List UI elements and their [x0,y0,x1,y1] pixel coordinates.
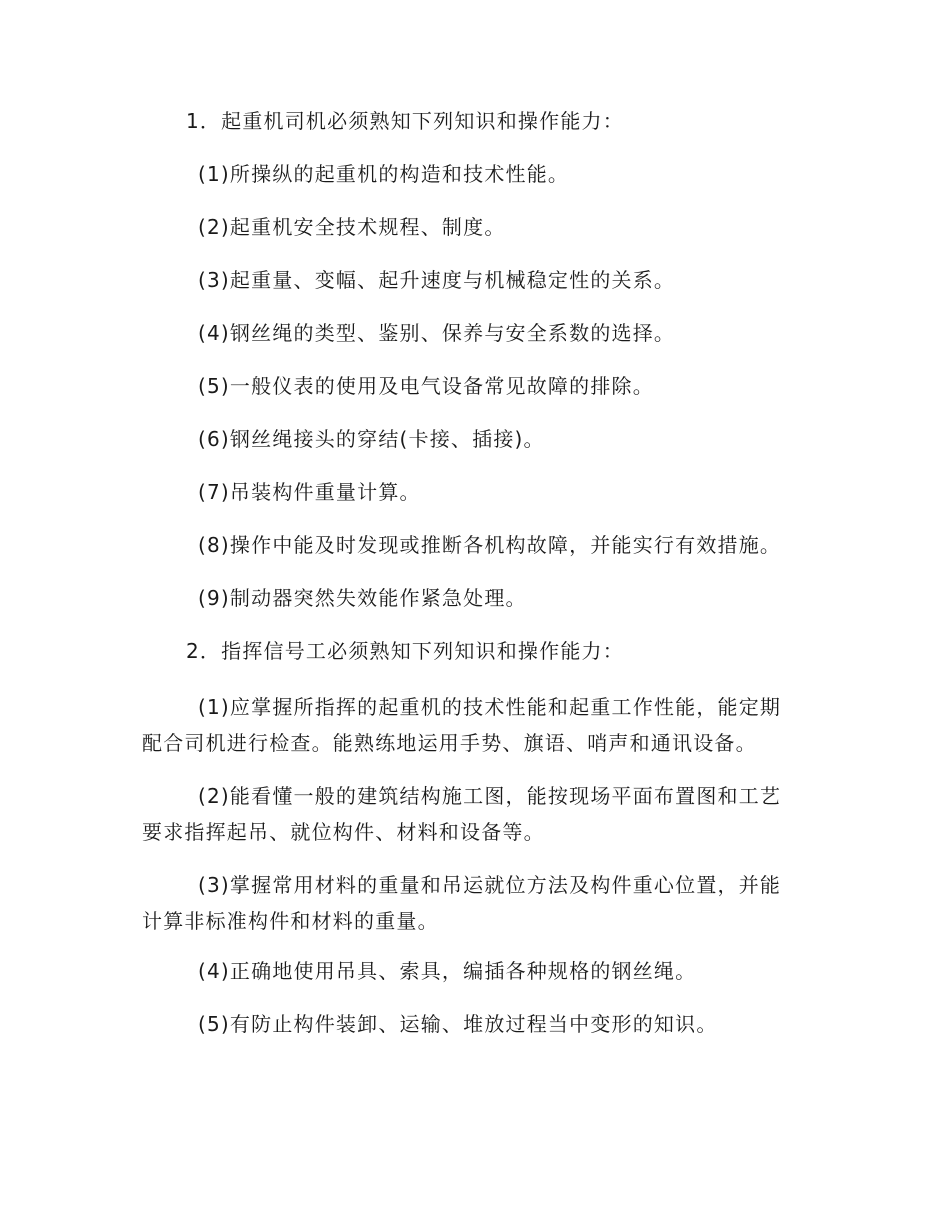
list-item: (5)一般仪表的使用及电气设备常见故障的排除。 [198,374,654,398]
list-item: (2)起重机安全技术规程、制度。 [198,215,506,239]
section-heading: 2．指挥信号工必须熟知下列知识和操作能力： [186,639,624,663]
list-item: (4)正确地使用吊具、索具，编插各种规格的钢丝绳。 [198,959,697,983]
list-item: (9)制动器突然失效能作紧急处理。 [198,586,527,610]
list-item: (2)能看懂一般的建筑结构施工图，能按现场平面布置图和工艺要求指挥起吊、就位构件、材料和设备等。 [142,784,782,844]
document-body [142,106,798,1062]
section-heading: 1．起重机司机必须熟知下列知识和操作能力： [186,109,624,133]
list-item: (7)吊装构件重量计算。 [198,480,421,504]
list-item: (8)操作中能及时发现或推断各机构故障，并能实行有效措施。 [198,533,782,557]
list-item: (3)起重量、变幅、起升速度与机械稳定性的关系。 [198,268,676,292]
list-item: (1)所操纵的起重机的构造和技术性能。 [198,162,570,186]
list-item: (4)钢丝绳的类型、鉴别、保养与安全系数的选择。 [198,321,676,345]
list-item: (3)掌握常用材料的重量和吊运就位方法及构件重心位置，并能计算非标准构件和材料的重量。 [142,873,782,933]
list-item: (1)应掌握所指挥的起重机的技术性能和起重工作性能，能定期配合司机进行检查。能熟练地运用手势、旗语、哨声和通讯设备。 [142,695,782,755]
list-item: (5)有防止构件装卸、运输、堆放过程当中变形的知识。 [198,1012,718,1036]
list-item: (6)钢丝绳接头的穿结(卡接、插接)。 [198,427,545,451]
